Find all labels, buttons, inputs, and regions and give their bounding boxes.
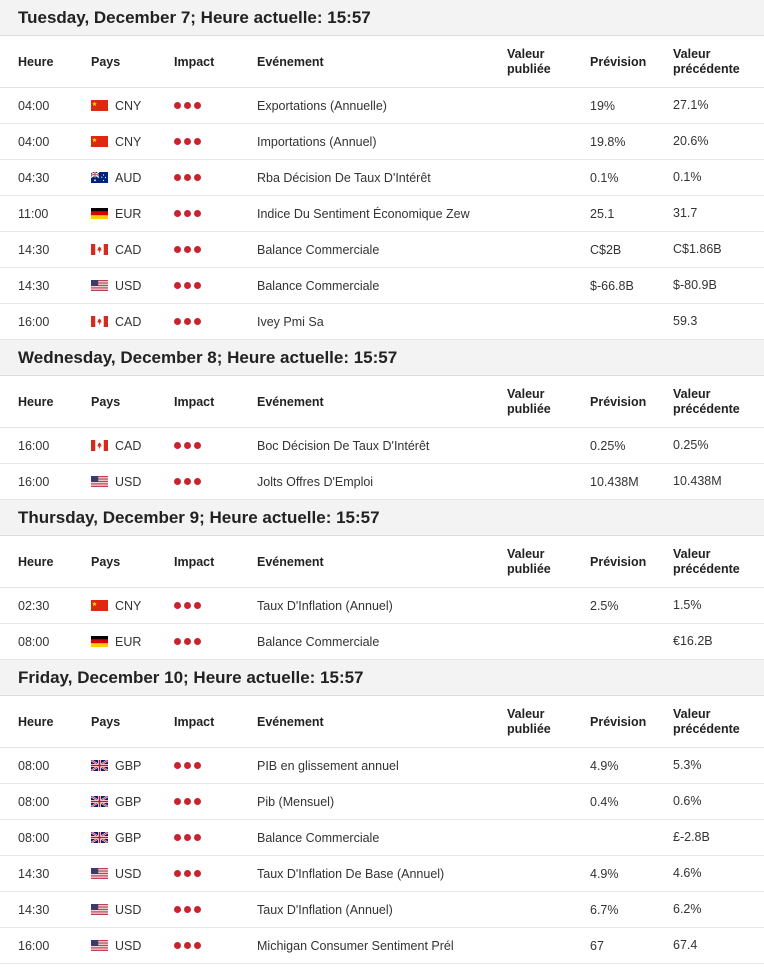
currency-code: USD [115,938,142,953]
currency-code: CNY [115,134,142,149]
event-name: PIB en glissement annuel [257,758,399,773]
impact-dot-icon [174,138,181,145]
col-prevision: Prévision [590,394,647,409]
event-row[interactable] [0,784,764,820]
impact-dot-icon [194,478,201,485]
impact-dot-icon [174,246,181,253]
impact-indicator [174,282,204,289]
event-time: 02:30 [18,598,50,613]
event-row[interactable] [0,856,764,892]
event-previous: 5.3% [673,758,702,772]
col-valeur-publiee-line1: Valeur [507,386,545,401]
au-flag-icon [91,172,108,183]
currency-code: USD [115,866,142,881]
col-impact: Impact [174,554,215,569]
impact-dot-icon [194,282,201,289]
col-valeur-precedente-line1: Valeur [673,386,711,401]
event-row[interactable] [0,196,764,232]
event-previous: 59.3 [673,314,698,328]
event-time: 11:00 [18,206,49,221]
impact-dot-icon [184,602,191,609]
impact-dot-icon [174,318,181,325]
gb-flag-icon [91,832,108,843]
event-country [91,439,141,453]
event-row[interactable] [0,928,764,964]
impact-dot-icon [194,210,201,217]
col-pays: Pays [91,554,121,569]
gb-flag-icon [91,796,108,807]
event-previous: 0.6% [673,794,702,808]
day-header: Tuesday, December 7; Heure actuelle: 15:57 [0,0,764,36]
day-header: Friday, December 10; Heure actuelle: 15:57 [0,660,764,696]
impact-indicator [174,638,204,645]
impact-dot-icon [174,906,181,913]
event-country [91,243,141,257]
event-name: Rba Décision De Taux D'Intérêt [257,170,431,185]
event-row[interactable] [0,304,764,340]
event-forecast: 4.9% [590,758,619,773]
us-flag-icon [91,904,108,915]
col-valeur-precedente-line2: précédente [673,721,740,736]
event-country [91,759,141,773]
impact-dot-icon [184,906,191,913]
event-time: 04:00 [18,98,50,113]
cn-flag-icon [91,100,108,111]
col-heure: Heure [18,54,54,69]
event-name: Balance Commerciale [257,278,380,293]
event-time: 14:30 [18,242,50,257]
currency-code: USD [115,278,142,293]
impact-indicator [174,798,204,805]
event-country [91,475,141,489]
impact-dot-icon [184,834,191,841]
event-previous: 27.1% [673,98,709,112]
impact-dot-icon [194,138,201,145]
impact-dot-icon [174,102,181,109]
event-time: 16:00 [18,314,50,329]
event-time: 08:00 [18,758,50,773]
event-name: Ivey Pmi Sa [257,314,324,329]
day-section [0,340,764,500]
event-name: Indice Du Sentiment Économique Zew [257,206,470,221]
event-forecast: 0.4% [590,794,619,809]
col-valeur-publiee [507,707,551,737]
event-previous: 0.25% [673,438,709,452]
col-pays: Pays [91,714,121,729]
impact-dot-icon [184,246,191,253]
de-flag-icon [91,636,108,647]
event-previous: 4.6% [673,866,702,880]
event-forecast: C$2B [590,242,622,257]
event-country [91,207,141,221]
event-time: 16:00 [18,474,50,489]
event-time: 08:00 [18,794,50,809]
event-country [91,315,141,329]
event-forecast: 2.5% [590,598,619,613]
col-valeur-publiee-line1: Valeur [507,706,545,721]
col-heure: Heure [18,714,54,729]
event-previous: C$1.86B [673,242,722,256]
event-name: Balance Commerciale [257,830,380,845]
event-forecast: 25.1 [590,206,615,221]
impact-dot-icon [174,870,181,877]
impact-dot-icon [174,834,181,841]
impact-indicator [174,834,204,841]
impact-dot-icon [174,478,181,485]
cn-flag-icon [91,600,108,611]
gb-flag-icon [91,760,108,771]
impact-dot-icon [194,906,201,913]
event-forecast: 19% [590,98,616,113]
event-time: 04:30 [18,170,50,185]
impact-dot-icon [174,942,181,949]
day-section [0,0,764,340]
day-header: Wednesday, December 8; Heure actuelle: 15:57 [0,340,764,376]
impact-dot-icon [184,442,191,449]
impact-dot-icon [184,798,191,805]
currency-code: CAD [115,242,142,257]
impact-dot-icon [194,602,201,609]
event-country [91,599,141,613]
event-previous: 1.5% [673,598,702,612]
event-name: Pib (Mensuel) [257,794,335,809]
impact-dot-icon [184,138,191,145]
col-valeur-precedente-line1: Valeur [673,706,711,721]
event-country [91,867,141,881]
col-pays: Pays [91,394,121,409]
event-time: 16:00 [18,438,50,453]
impact-dot-icon [174,638,181,645]
impact-indicator [174,602,204,609]
event-forecast: 67 [590,938,604,953]
event-row[interactable] [0,268,764,304]
event-row[interactable] [0,892,764,928]
impact-dot-icon [194,870,201,877]
event-country [91,279,141,293]
col-valeur-precedente [673,47,740,77]
event-previous: €16.2B [673,634,713,648]
col-valeur-publiee-line1: Valeur [507,546,545,561]
event-row[interactable] [0,428,764,464]
us-flag-icon [91,868,108,879]
col-prevision: Prévision [590,554,647,569]
col-heure: Heure [18,554,54,569]
column-header-row [0,376,764,428]
event-name: Taux D'Inflation (Annuel) [257,902,393,917]
impact-dot-icon [194,638,201,645]
event-country [91,99,141,113]
event-forecast: 0.1% [590,170,619,185]
event-time: 16:00 [18,938,50,953]
event-row[interactable] [0,748,764,784]
event-name: Taux D'Inflation (Annuel) [257,598,393,613]
currency-code: AUD [115,170,142,185]
impact-dot-icon [174,602,181,609]
col-evenement: Evénement [257,554,324,569]
col-valeur-publiee-line1: Valeur [507,46,545,61]
event-row[interactable] [0,588,764,624]
event-forecast: 6.7% [590,902,619,917]
impact-dot-icon [184,318,191,325]
col-heure: Heure [18,394,54,409]
event-time: 14:30 [18,902,50,917]
event-time: 08:00 [18,634,50,649]
col-valeur-publiee-line2: publiée [507,561,551,576]
event-name: Balance Commerciale [257,242,380,257]
ca-flag-icon [91,244,108,255]
impact-dot-icon [194,942,201,949]
us-flag-icon [91,940,108,951]
column-header-row [0,36,764,88]
event-forecast: $-66.8B [590,278,634,293]
event-country [91,171,141,185]
currency-code: GBP [115,830,142,845]
impact-indicator [174,174,204,181]
event-row[interactable] [0,820,764,856]
col-valeur-precedente [673,387,740,417]
currency-code: EUR [115,206,142,221]
column-header-row [0,536,764,588]
event-previous: 10.438M [673,474,722,488]
day-section [0,660,764,964]
event-previous: 20.6% [673,134,709,148]
event-row[interactable] [0,160,764,196]
event-forecast: 0.25% [590,438,626,453]
col-pays: Pays [91,54,121,69]
event-name: Michigan Consumer Sentiment Prél [257,938,454,953]
col-valeur-precedente-line1: Valeur [673,546,711,561]
currency-code: CAD [115,438,142,453]
col-valeur-precedente-line2: précédente [673,61,740,76]
currency-code: EUR [115,634,142,649]
col-prevision: Prévision [590,714,647,729]
event-time: 04:00 [18,134,50,149]
impact-dot-icon [174,798,181,805]
impact-dot-icon [194,834,201,841]
event-country [91,939,141,953]
impact-indicator [174,478,204,485]
event-time: 14:30 [18,866,50,881]
impact-indicator [174,442,204,449]
currency-code: CNY [115,98,142,113]
col-valeur-publiee-line2: publiée [507,721,551,736]
impact-dot-icon [184,210,191,217]
col-impact: Impact [174,394,215,409]
col-valeur-publiee [507,547,551,577]
impact-dot-icon [184,282,191,289]
col-valeur-precedente [673,707,740,737]
currency-code: CNY [115,598,142,613]
event-country [91,795,141,809]
event-name: Boc Décision De Taux D'Intérêt [257,438,430,453]
event-previous: $-80.9B [673,278,717,292]
us-flag-icon [91,280,108,291]
us-flag-icon [91,476,108,487]
col-impact: Impact [174,714,215,729]
impact-indicator [174,102,204,109]
col-valeur-precedente-line2: précédente [673,561,740,576]
col-valeur-precedente-line2: précédente [673,401,740,416]
col-valeur-precedente [673,547,740,577]
day-header: Thursday, December 9; Heure actuelle: 15:57 [0,500,764,536]
currency-code: USD [115,902,142,917]
impact-dot-icon [194,762,201,769]
event-country [91,135,141,149]
impact-dot-icon [174,174,181,181]
event-name: Jolts Offres D'Emploi [257,474,374,489]
currency-code: USD [115,474,142,489]
impact-dot-icon [184,638,191,645]
col-valeur-publiee [507,387,551,417]
impact-indicator [174,942,204,949]
column-header-row [0,696,764,748]
impact-dot-icon [184,174,191,181]
impact-dot-icon [184,870,191,877]
currency-code: GBP [115,794,142,809]
col-prevision: Prévision [590,54,647,69]
impact-indicator [174,906,204,913]
impact-dot-icon [194,442,201,449]
col-evenement: Evénement [257,54,324,69]
event-previous: 31.7 [673,206,698,220]
event-name: Balance Commerciale [257,634,380,649]
impact-dot-icon [194,174,201,181]
event-name: Importations (Annuel) [257,134,377,149]
event-country [91,635,141,649]
impact-dot-icon [174,442,181,449]
event-forecast: 19.8% [590,134,626,149]
impact-dot-icon [174,762,181,769]
event-row[interactable] [0,464,764,500]
currency-code: CAD [115,314,142,329]
event-country [91,831,141,845]
col-valeur-precedente-line1: Valeur [673,46,711,61]
event-name: Exportations (Annuelle) [257,98,387,113]
col-evenement: Evénement [257,714,324,729]
event-row[interactable] [0,624,764,660]
event-previous: £-2.8B [673,830,710,844]
impact-dot-icon [184,762,191,769]
ca-flag-icon [91,440,108,451]
impact-dot-icon [194,798,201,805]
event-time: 08:00 [18,830,50,845]
event-row[interactable] [0,88,764,124]
impact-indicator [174,870,204,877]
impact-dot-icon [194,246,201,253]
col-evenement: Evénement [257,394,324,409]
col-impact: Impact [174,54,215,69]
col-valeur-publiee-line2: publiée [507,61,551,76]
impact-dot-icon [194,102,201,109]
currency-code: GBP [115,758,142,773]
impact-dot-icon [184,102,191,109]
impact-indicator [174,246,204,253]
col-valeur-publiee [507,47,551,77]
impact-dot-icon [194,318,201,325]
impact-indicator [174,762,204,769]
event-forecast: 10.438M [590,474,639,489]
event-previous: 67.4 [673,938,698,952]
impact-dot-icon [174,210,181,217]
event-row[interactable] [0,124,764,160]
impact-indicator [174,138,204,145]
event-forecast: 4.9% [590,866,619,881]
col-valeur-publiee-line2: publiée [507,401,551,416]
event-row[interactable] [0,232,764,268]
cn-flag-icon [91,136,108,147]
event-previous: 6.2% [673,902,702,916]
event-previous: 0.1% [673,170,702,184]
event-time: 14:30 [18,278,50,293]
day-section [0,500,764,660]
de-flag-icon [91,208,108,219]
impact-indicator [174,210,204,217]
impact-dot-icon [184,942,191,949]
impact-dot-icon [174,282,181,289]
ca-flag-icon [91,316,108,327]
impact-dot-icon [184,478,191,485]
impact-indicator [174,318,204,325]
event-country [91,903,141,917]
event-name: Taux D'Inflation De Base (Annuel) [257,866,445,881]
